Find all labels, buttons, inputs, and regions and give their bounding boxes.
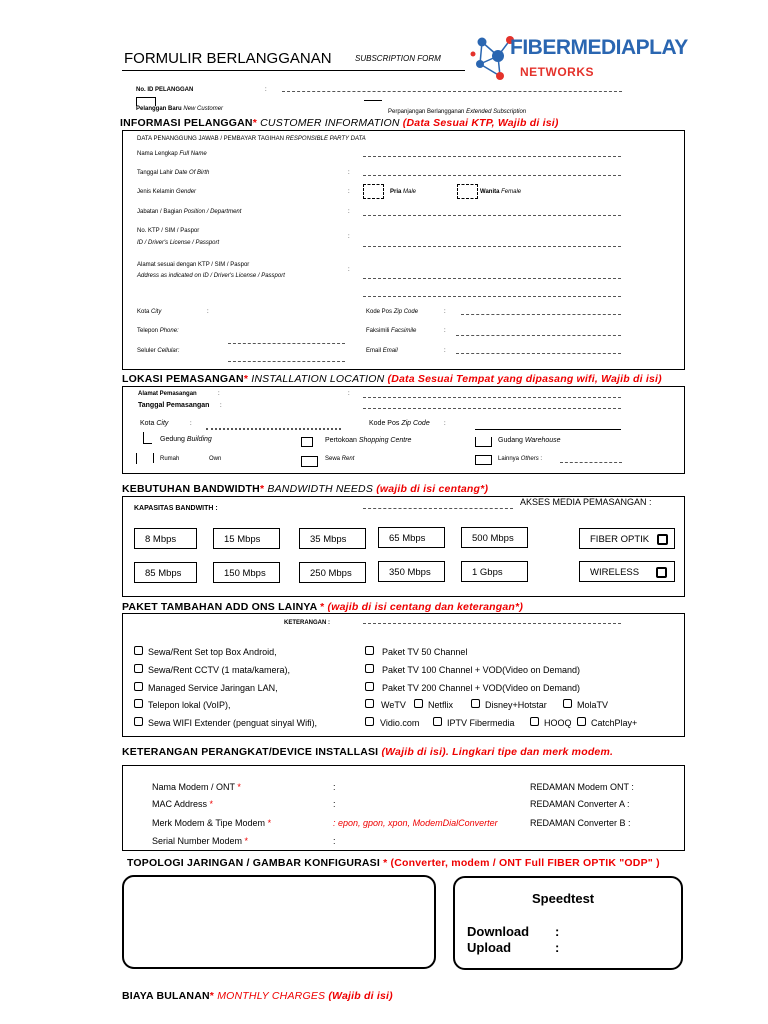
modem-name-colon: : xyxy=(333,782,336,792)
capacity-field[interactable] xyxy=(363,508,513,509)
bandwidth-option-15mbps[interactable]: 15 Mbps xyxy=(213,528,280,549)
addon-tv50-checkbox[interactable] xyxy=(365,646,374,655)
full-name-label: Nama Lengkap Full Name xyxy=(137,151,207,157)
capacity-label: KAPASITAS BANDWITH : xyxy=(134,505,218,512)
download-label: Download xyxy=(467,924,530,939)
addon-netflix-label: Netflix xyxy=(428,700,454,710)
fax-label: Faksimili Facsimile xyxy=(366,328,417,334)
install-address-field[interactable] xyxy=(363,397,621,398)
new-customer-label: Pelanggan Baru New Customer xyxy=(136,106,224,112)
location-section-title: LOKASI PEMASANGAN* INSTALLATION LOCATION (Data Sesuai Tempat yang dipasang wifi, Wajib di isi) xyxy=(122,373,662,385)
address-field-2[interactable] xyxy=(363,296,621,297)
logo-text-secondary: PLAY xyxy=(635,36,688,59)
topology-section-title: TOPOLOGI JARINGAN / GAMBAR KONFIGURASI * (Converter, modem / ONT Full FIBER OPTIK "ODP" ) xyxy=(127,857,660,869)
cellular-label: Seluler Cellular: xyxy=(137,348,180,354)
install-zip-field[interactable] xyxy=(475,429,621,430)
warehouse-label: Gudang Warehouse xyxy=(498,437,561,444)
zip-field[interactable] xyxy=(461,314,621,315)
redaman-ont-label: REDAMAN Modem ONT : xyxy=(530,782,634,792)
own-house-label: Rumah xyxy=(160,456,180,462)
addon-hooq-checkbox[interactable] xyxy=(530,717,539,726)
phone-label: Telepon Phone: xyxy=(137,328,179,334)
addons-notes-field[interactable] xyxy=(363,623,621,624)
location-panel xyxy=(122,386,685,474)
addon-wetv-label: WeTV xyxy=(381,700,406,710)
upload-label: Upload xyxy=(467,940,512,955)
addon-tv100-checkbox[interactable] xyxy=(365,664,374,673)
mac-address-label: MAC Address * xyxy=(152,799,214,809)
logo-subtext: NETWORKS xyxy=(520,65,594,79)
shopping-centre-label: Pertokoan Shopping Centre xyxy=(325,437,412,444)
gender-label: Jenis Kelamin Gender xyxy=(137,189,197,195)
modem-brand-options[interactable]: : epon, gpon, xpon, ModemDialConverter xyxy=(333,818,498,828)
addon-tv200-checkbox[interactable] xyxy=(365,682,374,691)
address-label: Alamat sesuai dengan KTP / SIM / Paspor xyxy=(137,262,250,268)
addon-stb-checkbox[interactable] xyxy=(134,646,143,655)
cellular-field[interactable] xyxy=(228,343,345,344)
dob-field[interactable] xyxy=(363,175,621,176)
addon-mola-label: MolaTV xyxy=(577,700,609,710)
bandwidth-option-1gbps[interactable]: 1 Gbps xyxy=(461,561,528,582)
id-number-label: No. KTP / SIM / Paspor xyxy=(137,228,200,234)
addon-hooq-label: HOOQ xyxy=(544,718,572,728)
addon-vidio-checkbox[interactable] xyxy=(365,717,374,726)
install-city-colon: : xyxy=(190,421,192,427)
male-label: Pria Male xyxy=(390,189,417,195)
others-checkbox[interactable] xyxy=(475,455,492,465)
customer-id-label: No. ID PELANGGAN xyxy=(136,87,194,93)
full-name-field[interactable] xyxy=(363,156,621,157)
dob-label: Tanggal Lahir Date Of Birth xyxy=(137,170,210,176)
male-checkbox[interactable] xyxy=(363,184,384,199)
position-label: Jabatan / Bagian Position / Department xyxy=(137,209,242,215)
addon-tv50-label: Paket TV 50 Channel xyxy=(382,647,468,657)
modem-brand-label: Merk Modem & Tipe Modem * xyxy=(152,818,272,828)
email-label: Email Email xyxy=(366,348,398,354)
cellular-field-2[interactable] xyxy=(228,361,345,362)
addon-voip-label: Telepon lokal (VoIP), xyxy=(148,700,231,710)
install-date-label: Tanggal Pemasangan xyxy=(138,402,210,409)
addon-extender-checkbox[interactable] xyxy=(134,717,143,726)
city-label: Kota City xyxy=(137,309,162,315)
bandwidth-option-500mbps[interactable]: 500 Mbps xyxy=(461,527,528,548)
address-colon: : xyxy=(348,267,350,273)
addon-tv200-label: Paket TV 200 Channel + VOD(Video on Demand) xyxy=(382,683,581,693)
customer-info-panel xyxy=(122,130,685,370)
position-field[interactable] xyxy=(363,215,621,216)
responsible-party-heading: DATA PENANGGUNG JAWAB / PEMBAYAR TAGIHAN RESPONSIBLE PARTY DATA xyxy=(137,136,366,142)
zip-label: Kode Pos Zip Code xyxy=(366,309,419,315)
device-section-title: KETERANGAN PERANGKAT/DEVICE INSTALLASI (Wajib di isi). Lingkari tipe dan merk modem. xyxy=(122,746,614,758)
rent-checkbox[interactable] xyxy=(301,456,318,467)
install-city-label: Kota City xyxy=(140,420,169,427)
id-number-field[interactable] xyxy=(363,246,621,247)
install-address-label: Alamat Pemasangan xyxy=(138,391,197,397)
fax-field[interactable] xyxy=(456,335,621,336)
form-subtitle: SUBSCRIPTION FORM xyxy=(355,54,441,63)
addon-voip-checkbox[interactable] xyxy=(134,699,143,708)
id-number-colon: : xyxy=(348,234,350,240)
wireless-checkbox[interactable] xyxy=(656,567,667,578)
others-label: Lainnya Others : xyxy=(498,456,543,462)
bandwidth-option-35mbps[interactable]: 35 Mbps xyxy=(299,528,366,549)
addon-iptv-checkbox[interactable] xyxy=(433,717,442,726)
title-underline xyxy=(122,70,465,71)
redaman-b-label: REDAMAN Converter B : xyxy=(530,818,631,828)
addon-catchplay-checkbox[interactable] xyxy=(577,717,586,726)
media-option-wireless[interactable]: WIRELESS xyxy=(579,561,675,582)
own-house-checkbox-mark xyxy=(153,453,155,463)
mac-address-colon: : xyxy=(333,799,336,809)
media-option-fiber[interactable]: FIBER OPTIK xyxy=(579,528,675,549)
own-house-checkbox[interactable] xyxy=(136,453,138,464)
brand-logo xyxy=(470,30,688,82)
customer-id-field[interactable] xyxy=(282,91,622,92)
addon-stb-label: Sewa/Rent Set top Box Android, xyxy=(148,647,277,657)
upload-colon: : xyxy=(555,940,560,955)
bandwidth-option-65mbps[interactable]: 65 Mbps xyxy=(378,527,445,548)
serial-number-label: Serial Number Modem * xyxy=(152,836,249,846)
dob-colon: : xyxy=(348,170,350,176)
email-field[interactable] xyxy=(456,353,621,354)
city-colon: : xyxy=(207,309,209,315)
addon-vidio-label: Vidio.com xyxy=(380,718,420,728)
bandwidth-option-8mbps[interactable]: 8 Mbps xyxy=(134,528,197,549)
fax-colon: : xyxy=(444,328,446,334)
zip-colon: : xyxy=(444,309,446,315)
addon-cctv-checkbox[interactable] xyxy=(134,664,143,673)
redaman-a-label: REDAMAN Converter A : xyxy=(530,799,630,809)
email-colon: : xyxy=(444,348,446,354)
addons-section-title: PAKET TAMBAHAN ADD ONS LAINYA * (wajib di isi centang dan keterangan*) xyxy=(122,601,524,613)
bandwidth-option-85mbps[interactable]: 85 Mbps xyxy=(134,562,197,583)
position-colon: : xyxy=(348,209,350,215)
shopping-centre-checkbox[interactable] xyxy=(301,437,313,447)
addon-mola-checkbox[interactable] xyxy=(563,699,572,708)
address-label-en: Address as indicated on ID / Driver's License / Passport xyxy=(137,273,285,279)
speedtest-title: Speedtest xyxy=(532,891,595,906)
addon-disney-label: Disney+Hotstar xyxy=(485,700,547,710)
addon-tv100-label: Paket TV 100 Channel + VOD(Video on Demand) xyxy=(382,665,581,675)
install-address-colon-2: : xyxy=(348,391,350,397)
download-colon: : xyxy=(555,924,560,939)
bandwidth-option-250mbps[interactable]: 250 Mbps xyxy=(299,562,366,583)
bandwidth-option-150mbps[interactable]: 150 Mbps xyxy=(213,562,280,583)
addon-catchplay-label: CatchPlay+ xyxy=(591,718,638,728)
topology-drawing-area[interactable] xyxy=(122,875,436,969)
own-house-label-en: Own xyxy=(209,456,222,462)
others-field[interactable] xyxy=(560,462,622,463)
addon-lan-checkbox[interactable] xyxy=(134,682,143,691)
address-field-1[interactable] xyxy=(363,278,621,279)
serial-number-colon: : xyxy=(333,836,336,846)
gender-colon: : xyxy=(348,189,350,195)
install-address-field-2[interactable] xyxy=(363,408,621,409)
extended-subscription-checkbox[interactable] xyxy=(364,100,382,109)
addon-lan-label: Managed Service Jaringan LAN, xyxy=(148,683,278,693)
addon-netflix-checkbox[interactable] xyxy=(414,699,423,708)
addon-wetv-checkbox[interactable] xyxy=(365,699,374,708)
customer-section-title: INFORMASI PELANGGAN* CUSTOMER INFORMATION (Data Sesuai KTP, Wajib di isi) xyxy=(120,117,559,129)
form-title: FORMULIR BERLANGGANAN xyxy=(124,50,332,67)
install-zip-label: Kode Pos Zip Code xyxy=(369,420,430,427)
id-number-label-en: ID / Driver's License / Passport xyxy=(137,240,220,246)
modem-name-label: Nama Modem / ONT * xyxy=(152,782,241,792)
new-customer-checkbox[interactable] xyxy=(136,97,156,106)
customer-id-colon: : xyxy=(265,87,267,93)
rent-label: Sewa Rent xyxy=(325,456,355,462)
logo-text-primary: FIBERMEDIA xyxy=(510,36,636,59)
addon-extender-label: Sewa WIFI Extender (penguat sinyal Wifi), xyxy=(148,718,318,728)
install-city-field[interactable] xyxy=(206,428,341,430)
building-checkbox[interactable] xyxy=(143,432,152,444)
addon-cctv-label: Sewa/Rent CCTV (1 mata/kamera), xyxy=(148,665,291,675)
charges-section-title: BIAYA BULANAN* MONTHLY CHARGES (Wajib di isi) xyxy=(122,990,393,1002)
bandwidth-option-350mbps[interactable]: 350 Mbps xyxy=(378,561,445,582)
building-label: Gedung Building xyxy=(160,436,212,443)
install-date-colon: : xyxy=(220,403,222,409)
bandwidth-section-title: KEBUTUHAN BANDWIDTH* BANDWIDTH NEEDS (wajib di isi centang*) xyxy=(122,483,489,495)
extended-subscription-label: Perpanjangan Berlangganan Extended Subscription xyxy=(388,109,527,115)
addon-disney-checkbox[interactable] xyxy=(471,699,480,708)
female-checkbox[interactable] xyxy=(457,184,478,199)
install-address-colon: : xyxy=(218,391,220,397)
install-zip-colon: : xyxy=(444,421,446,427)
fiber-checkbox[interactable] xyxy=(657,534,668,545)
addons-notes-label: KETERANGAN : xyxy=(284,620,330,626)
addon-iptv-label: IPTV Fibermedia xyxy=(447,718,515,728)
warehouse-checkbox[interactable] xyxy=(475,437,492,447)
female-label: Wanita Female xyxy=(480,189,522,195)
media-access-label: AKSES MEDIA PEMASANGAN : xyxy=(520,497,652,507)
